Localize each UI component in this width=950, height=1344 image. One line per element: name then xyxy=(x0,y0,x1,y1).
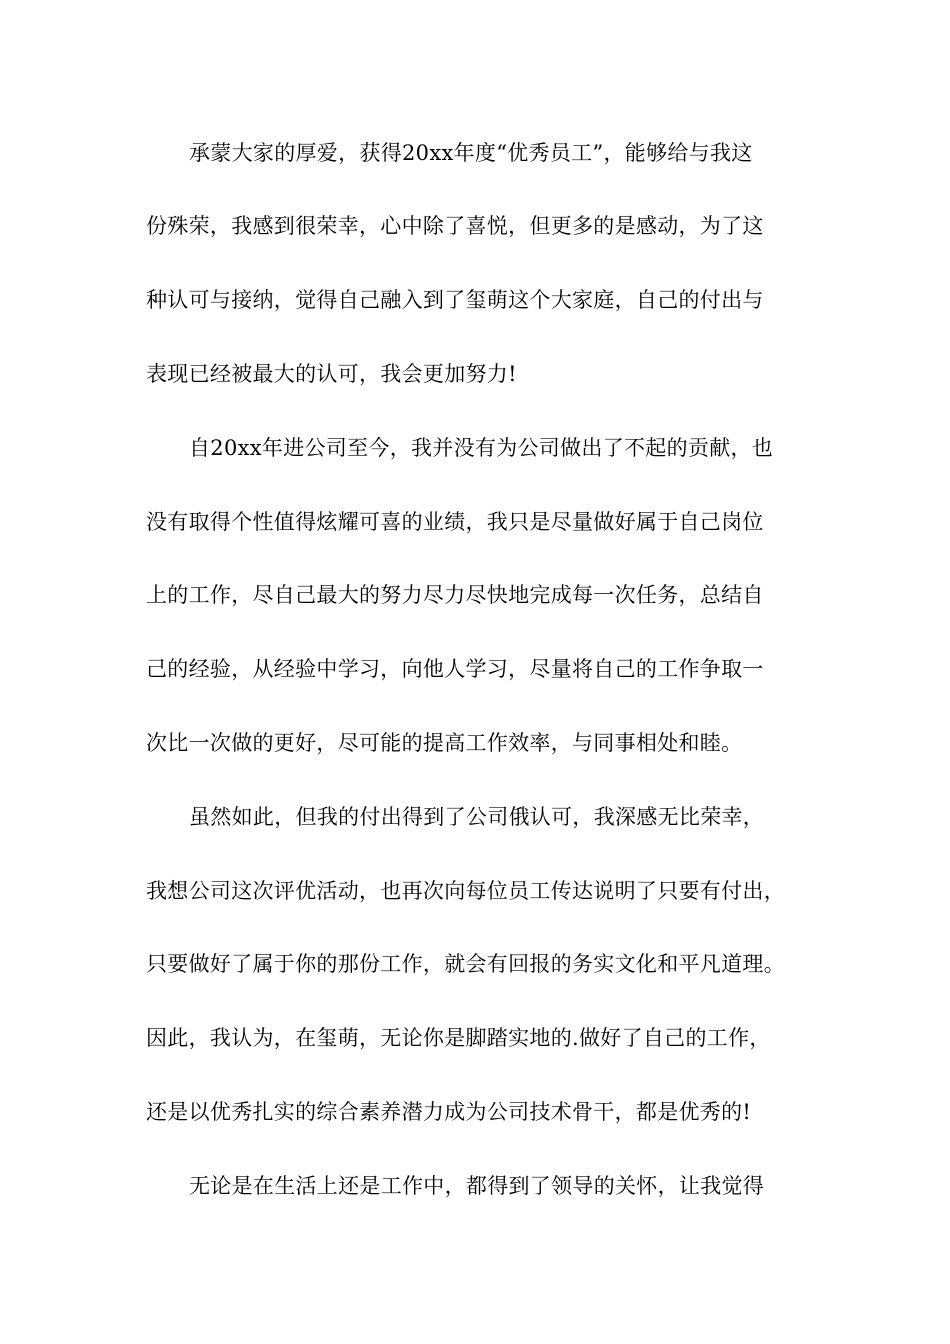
paragraph-1-line-4: 表现已经被最大的认可，我会更加努力! xyxy=(146,362,517,386)
paragraph-2-line-4: 己的经验，从经验中学习，向他人学习，尽量将自己的工作争取一 xyxy=(146,657,764,681)
paragraph-3-line-1: 虽然如此，但我的付出得到了公司俄认可，我深感无比荣幸， xyxy=(189,805,765,829)
paragraph-3-line-4: 因此，我认为，在玺萌，无论你是脚踏实地的.做好了自己的工作， xyxy=(146,1026,771,1050)
paragraph-1-line-1: 承蒙大家的厚爱，获得20xx年度“优秀员工”，能够给与我这 xyxy=(189,141,753,165)
paragraph-1-line-3: 种认可与接纳，觉得自己融入到了玺萌这个大家庭，自己的付出与 xyxy=(146,288,764,312)
paragraph-1-line-2: 份殊荣，我感到很荣幸，心中除了喜悦，但更多的是感动，为了这 xyxy=(146,214,764,238)
paragraph-2-line-5: 次比一次做的更好，尽可能的提高工作效率，与同事相处和睦。 xyxy=(146,731,743,755)
paragraph-2-line-1: 自20xx年进公司至今，我并没有为公司做出了不起的贡献，也 xyxy=(189,436,774,460)
paragraph-3-line-5: 还是以优秀扎实的综合素养潜力成为公司技术骨干，都是优秀的! xyxy=(146,1100,752,1124)
paragraph-3-line-3: 只要做好了属于你的那份工作，就会有回报的务实文化和平凡道理。 xyxy=(146,952,785,976)
paragraph-3-line-2: 我想公司这次评优活动，也再次向每位员工传达说明了只要有付出， xyxy=(146,879,785,903)
paragraph-4-line-1: 无论是在生活上还是工作中，都得到了领导的关怀，让我觉得 xyxy=(189,1174,765,1198)
paragraph-2-line-3: 上的工作，尽自己最大的努力尽力尽快地完成每一次任务，总结自 xyxy=(146,583,764,607)
paragraph-2-line-2: 没有取得个性值得炫耀可喜的业绩，我只是尽量做好属于自己岗位 xyxy=(146,510,764,534)
